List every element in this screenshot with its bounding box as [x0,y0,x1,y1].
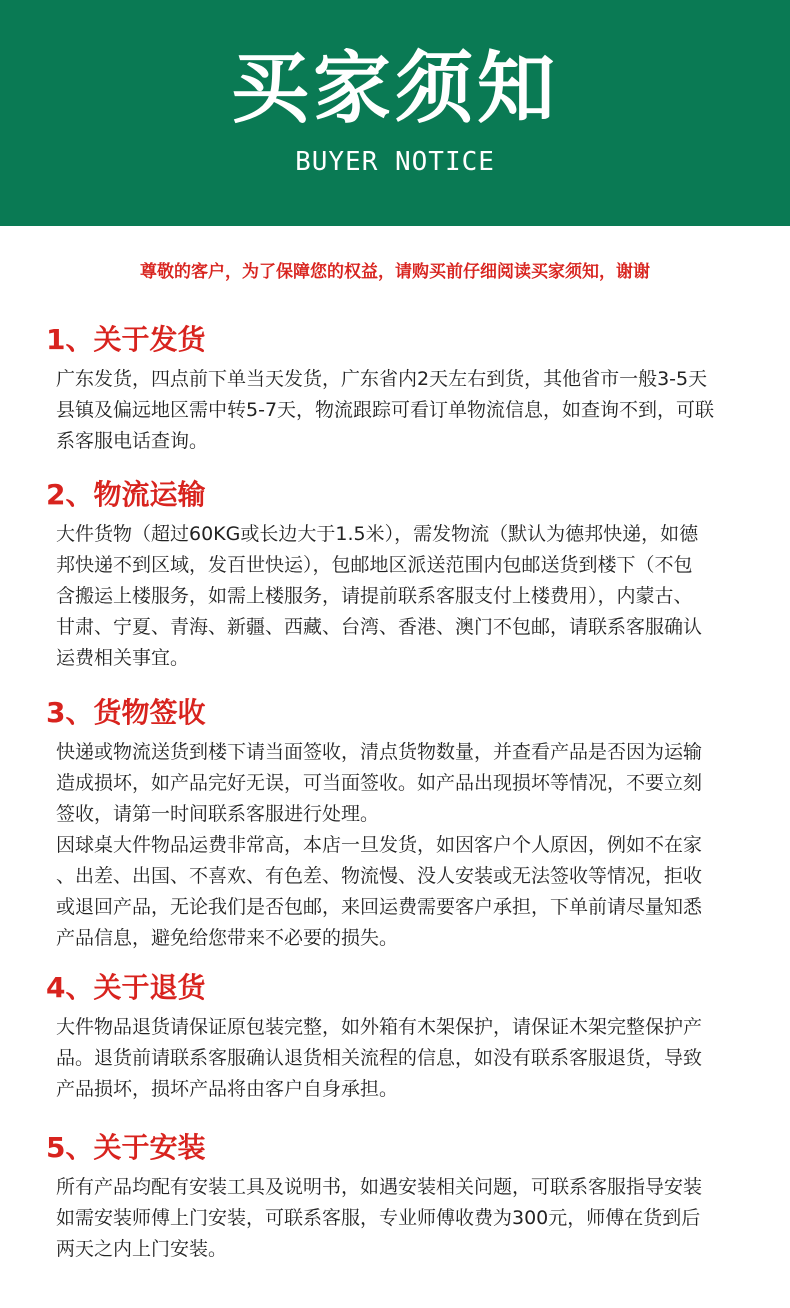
section-line: 签收，请第一时间联系客服进行处理。 [56,803,380,825]
section-shipping [46,320,746,457]
section-line: 县镇及偏远地区需中转5-7天，物流跟踪可看订单物流信息，如查询不到，可联 [56,399,715,421]
section-line: 所有产品均配有安装工具及说明书，如遇安装相关问题，可联系客服指导安装 [56,1176,703,1198]
section-line: 大件物品退货请保证原包装完整，如外箱有木架保护，请保证木架完整保护产 [56,1016,703,1038]
section-body [46,1012,746,1105]
section-line: 运费相关事宜。 [56,647,190,669]
section-line: 大件货物（超过60KG或长边大于1.5米），需发物流（默认为德邦快递，如德 [56,523,699,545]
section-line: 产品信息，避免给您带来不必要的损失。 [56,927,399,949]
section-line: 、出差、出国、不喜欢、有色差、物流慢、没人安装或无法签收等情况，拒收 [56,865,703,887]
section-body [46,519,746,674]
section-installation [46,1128,746,1265]
page-subtitle: BUYER NOTICE [295,147,495,177]
section-body [46,364,746,457]
section-heading: 1、关于发货 [46,323,206,356]
notice-text: 尊敬的客户，为了保障您的权益，请购买前仔细阅读买家须知，谢谢 [140,262,650,282]
header-banner [0,0,790,226]
section-heading: 3、货物签收 [46,696,206,729]
section-line: 如需安装师傅上门安装，可联系客服，专业师傅收费为300元，师傅在货到后 [56,1207,701,1229]
section-line: 快递或物流送货到楼下请当面签收，清点货物数量，并查看产品是否因为运输 [56,741,703,763]
section-line: 系客服电话查询。 [56,430,209,452]
page-title: 买家须知 [230,44,559,134]
section-line: 广东发货，四点前下单当天发货，广东省内2天左右到货，其他省市一般3-5天 [56,368,708,390]
section-receipt [46,693,746,954]
section-heading: 5、关于安装 [46,1131,206,1164]
section-line: 造成损坏，如产品完好无误，可当面签收。如产品出现损坏等情况，不要立刻 [56,772,703,794]
section-line: 因球桌大件物品运费非常高，本店一旦发货，如因客户个人原因，例如不在家 [56,834,703,856]
section-logistics [46,475,746,674]
section-line: 含搬运上楼服务，如需上楼服务，请提前联系客服支付上楼费用），内蒙古、 [56,585,693,607]
section-line: 甘肃、宁夏、青海、新疆、西藏、台湾、香港、澳门不包邮，请联系客服确认 [56,616,703,638]
section-heading: 4、关于退货 [46,971,206,1004]
section-line: 或退回产品，无论我们是否包邮，来回运费需要客户承担，下单前请尽量知悉 [56,896,703,918]
section-line: 产品损坏，损坏产品将由客户自身承担。 [56,1078,399,1100]
section-line: 品。退货前请联系客服确认退货相关流程的信息，如没有联系客服退货，导致 [56,1047,703,1069]
section-heading: 2、物流运输 [46,478,206,511]
section-line: 两天之内上门安装。 [56,1238,228,1260]
section-body [46,737,746,954]
section-body [46,1172,746,1265]
section-returns [46,968,746,1105]
section-line: 邦快递不到区域，发百世快运），包邮地区派送范围内包邮送货到楼下（不包 [56,554,693,576]
